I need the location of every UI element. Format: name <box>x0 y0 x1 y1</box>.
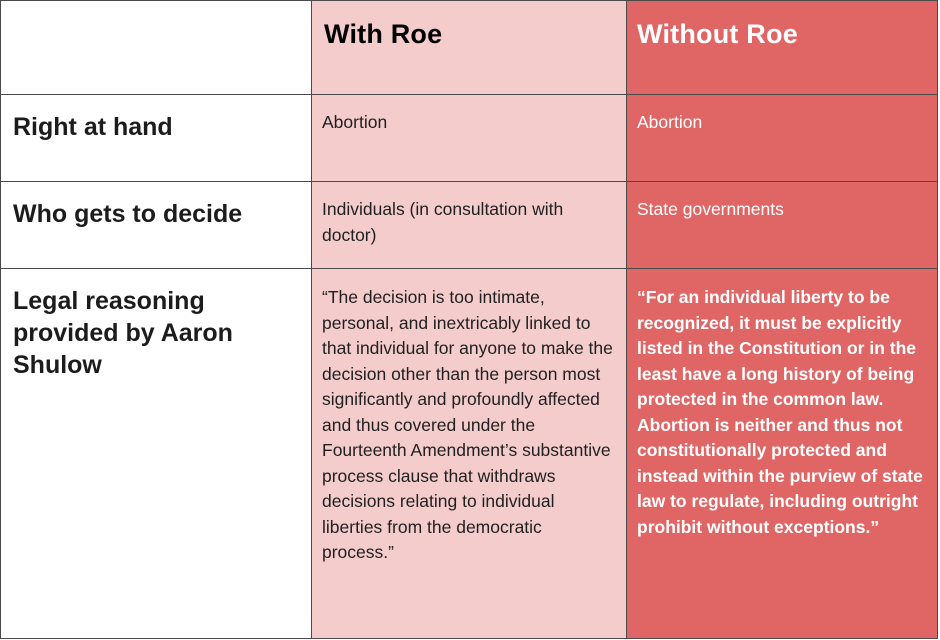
header-without-roe: Without Roe <box>637 19 798 49</box>
row-label: Who gets to decide <box>13 200 243 228</box>
table-row <box>1 95 938 182</box>
table-row <box>1 182 938 269</box>
without-roe-cell <box>627 269 938 639</box>
header-with-roe-cell <box>312 1 627 95</box>
with-roe-cell <box>312 269 627 639</box>
row-label: Right at hand <box>13 113 173 141</box>
row-label: Legal reasoning provided by Aaron Shulow <box>13 287 233 379</box>
header-without-roe-cell <box>627 1 938 95</box>
with-roe-quote: “The decision is too intimate, personal, and inextricably linked to that individual for anyone to make the decision other than the person most significantly and profoundly affected and thus covered under the Fourteenth Amendment’s substantive process clause that withdraws decisions relating to individual liberties from the democratic process.” <box>322 287 613 562</box>
table-row <box>1 269 938 639</box>
row-label-cell <box>1 269 312 639</box>
with-roe-value: Individuals (in consultation with doctor) <box>322 199 564 245</box>
with-roe-value: Abortion <box>322 112 388 132</box>
without-roe-quote: “For an individual liberty to be recognized, it must be explicitly listed in the Constitution or in the least have a long history of being protected in the common law. Abortion is neither and thus not constitutionally protected and instead within the purview of state law to regulate, including outright prohibit without exceptions.” <box>637 287 923 537</box>
row-label-cell <box>1 182 312 269</box>
without-roe-cell <box>627 95 938 182</box>
without-roe-cell <box>627 182 938 269</box>
with-roe-cell <box>312 182 627 269</box>
header-with-roe: With Roe <box>324 19 443 49</box>
without-roe-value: State governments <box>637 199 784 219</box>
row-label-cell <box>1 95 312 182</box>
with-roe-cell <box>312 95 627 182</box>
header-empty-cell <box>1 1 312 95</box>
without-roe-value: Abortion <box>637 112 703 132</box>
header-row <box>1 1 938 95</box>
